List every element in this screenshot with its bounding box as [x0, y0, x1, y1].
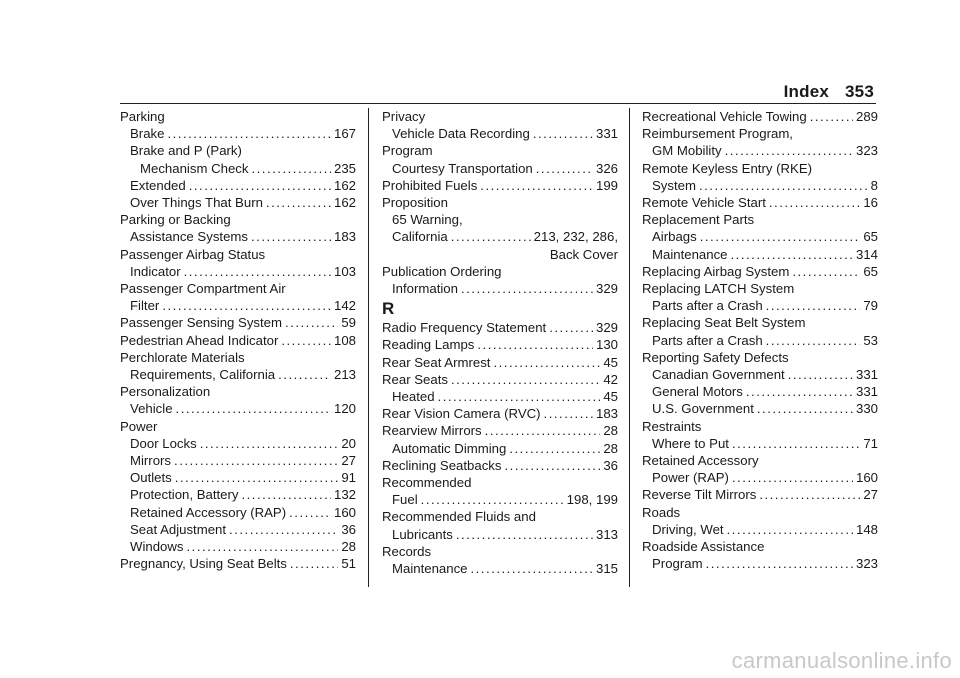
entry-term: Remote Vehicle Start: [642, 195, 766, 211]
entry-term: Power: [120, 418, 158, 434]
entry-term: Protection, Battery: [130, 487, 239, 503]
entry-term: Fuel: [392, 492, 418, 508]
index-entry: [642, 435, 878, 452]
index-entry: [120, 555, 356, 572]
entry-term: Reading Lamps: [382, 337, 475, 353]
dot-leader: [200, 435, 339, 452]
entry-term: Replacing LATCH System: [642, 281, 795, 297]
entry-term: Roads: [642, 504, 681, 520]
entry-term: Passenger Airbag Status: [120, 246, 266, 262]
entry-term: Door Locks: [130, 435, 197, 451]
dot-leader: [167, 125, 331, 142]
index-entry: [642, 452, 878, 469]
entry-term: Assistance Systems: [130, 229, 248, 245]
index-entry: [642, 469, 878, 486]
index-entry: [120, 435, 356, 452]
entry-term: Parts after a Crash: [652, 332, 763, 348]
entry-page: 142: [333, 298, 356, 314]
entry-term: Maintenance: [392, 561, 468, 577]
dot-leader: [162, 297, 331, 314]
entry-term: Requirements, California: [130, 367, 276, 383]
index-entry: [642, 263, 878, 280]
page-number: 353: [845, 82, 874, 101]
entry-page: 198, 199: [566, 492, 618, 508]
index-entry: [382, 457, 618, 474]
entry-term: Personalization: [120, 384, 211, 400]
entry-term: Maintenance: [652, 246, 728, 262]
dot-leader: [184, 263, 331, 280]
dot-leader: [289, 504, 331, 521]
column-divider: [368, 108, 369, 587]
entry-page: 53: [863, 332, 878, 348]
page-header: [784, 82, 874, 102]
dot-leader: [766, 297, 861, 314]
index-entry: [382, 246, 618, 263]
index-entry: [382, 422, 618, 439]
index-entry: [120, 108, 356, 125]
entry-term: Parking or Backing: [120, 212, 231, 228]
index-entry: [382, 474, 618, 491]
entry-page: 315: [595, 561, 618, 577]
dot-leader: [706, 555, 853, 572]
index-entry: [382, 319, 618, 336]
index-entry: [120, 160, 356, 177]
index-entry: [120, 332, 356, 349]
entry-term: Rear Seats: [382, 371, 448, 387]
dot-leader: [174, 452, 338, 469]
entry-page: 27: [863, 487, 878, 503]
index-entry: [382, 560, 618, 577]
entry-page: 199: [595, 177, 618, 193]
index-entry: [120, 314, 356, 331]
index-entry: [120, 263, 356, 280]
index-entry: [120, 486, 356, 503]
entry-term: Publication Ordering: [382, 263, 502, 279]
index-entry: [642, 555, 878, 572]
entry-page: 103: [333, 263, 356, 279]
index-entry: [642, 194, 878, 211]
dot-leader: [727, 521, 853, 538]
watermark: carmanualsonline.info: [731, 648, 952, 673]
entry-page: 130: [595, 337, 618, 353]
dot-leader: [477, 336, 593, 353]
index-entry: [642, 297, 878, 314]
entry-page: 329: [595, 281, 618, 297]
index-entry: [382, 228, 618, 245]
index-entry: [120, 177, 356, 194]
entry-page: 16: [863, 195, 878, 211]
entry-term: Canadian Government: [652, 367, 785, 383]
dot-leader: [189, 177, 331, 194]
entry-term: Perchlorate Materials: [120, 349, 245, 365]
entry-term: Where to Put: [652, 435, 729, 451]
index-entry: [382, 211, 618, 228]
entry-page: 28: [603, 423, 618, 439]
entry-term: 65 Warning,: [392, 212, 463, 228]
entry-term: Brake: [130, 126, 165, 142]
index-entry: [382, 336, 618, 353]
entry-page: 331: [855, 384, 878, 400]
entry-term: Radio Frequency Statement: [382, 320, 547, 336]
entry-term: Heated: [392, 389, 435, 405]
column-divider: [629, 108, 630, 587]
index-entry: [120, 280, 356, 297]
entry-page: 79: [863, 298, 878, 314]
index-entry: [382, 405, 618, 422]
index-entry: [642, 486, 878, 503]
index-entry: [120, 521, 356, 538]
section-letter: R: [382, 299, 395, 319]
entry-term: Windows: [130, 539, 184, 555]
entry-term: Retained Accessory: [642, 453, 759, 469]
entry-page: 162: [333, 177, 356, 193]
entry-term: Airbags: [652, 229, 697, 245]
index-entry: [382, 371, 618, 388]
dot-leader: [485, 422, 601, 439]
index-entry: [120, 246, 356, 263]
entry-term: GM Mobility: [652, 143, 722, 159]
dot-leader: [505, 457, 601, 474]
entry-page: 8: [870, 177, 878, 193]
dot-leader: [229, 521, 338, 538]
index-entry: [120, 504, 356, 521]
entry-term: Pedestrian Ahead Indicator: [120, 332, 279, 348]
entry-page: 45: [603, 354, 618, 370]
index-column-2: [382, 108, 618, 577]
index-entry: [642, 142, 878, 159]
dot-leader: [285, 314, 338, 331]
index-entry: [120, 452, 356, 469]
entry-term: Reporting Safety Defects: [642, 349, 789, 365]
entry-page: 42: [603, 371, 618, 387]
index-entry: [120, 366, 356, 383]
index-entry: [642, 125, 878, 142]
entry-term: Program: [382, 143, 433, 159]
dot-leader: [241, 486, 331, 503]
entry-term: Automatic Dimming: [392, 440, 507, 456]
index-entry: [642, 246, 878, 263]
index-entry: [382, 142, 618, 159]
index-entry: [642, 314, 878, 331]
dot-leader: [251, 228, 331, 245]
entry-term: Privacy: [382, 109, 426, 124]
dot-leader: [187, 538, 339, 555]
entry-page: 45: [603, 389, 618, 405]
entry-page: 162: [333, 195, 356, 211]
entry-page: 91: [341, 470, 356, 486]
entry-page: 108: [333, 332, 356, 348]
entry-page: 329: [595, 320, 618, 336]
index-entry: [642, 418, 878, 435]
dot-leader: [732, 469, 853, 486]
entry-term: Roadside Assistance: [642, 539, 765, 555]
entry-term: Lubricants: [392, 526, 453, 542]
index-entry: [382, 440, 618, 457]
entry-page: 36: [341, 521, 356, 537]
entry-page: 59: [341, 315, 356, 331]
index-entry: [382, 388, 618, 405]
dot-leader: [746, 383, 853, 400]
entry-term: Vehicle Data Recording: [392, 126, 530, 142]
entry-page: 132: [333, 487, 356, 503]
index-entry: [642, 521, 878, 538]
index-entry: [120, 538, 356, 555]
entry-term: Recommended Fluids and: [382, 509, 536, 525]
index-entry: [642, 177, 878, 194]
dot-leader: [290, 555, 338, 572]
index-column-1: [120, 108, 356, 572]
index-entry: [120, 418, 356, 435]
index-entry: [642, 108, 878, 125]
entry-term: Recreational Vehicle Towing: [642, 109, 807, 124]
entry-page: 331: [595, 126, 618, 142]
entry-term: Pregnancy, Using Seat Belts: [120, 556, 287, 572]
index-entry: [382, 108, 618, 125]
entry-term: U.S. Government: [652, 401, 754, 417]
index-entry: [382, 526, 618, 543]
dot-leader: [266, 194, 331, 211]
index-entry: [382, 263, 618, 280]
entry-term: Power (RAP): [652, 470, 729, 486]
dot-leader: [176, 400, 331, 417]
entry-term: Program: [652, 556, 703, 572]
dot-leader: [759, 486, 860, 503]
index-entry: [120, 125, 356, 142]
index-entry: [642, 349, 878, 366]
entry-page: 323: [855, 143, 878, 159]
dot-leader: [278, 366, 331, 383]
index-entry: [382, 125, 618, 142]
dot-leader: [766, 332, 861, 349]
index-entry: [382, 194, 618, 211]
dot-leader: [471, 560, 593, 577]
entry-page: 289: [855, 109, 878, 124]
index-entry: [382, 508, 618, 525]
index-entry: [642, 366, 878, 383]
dot-leader: [251, 160, 331, 177]
index-entry: [642, 538, 878, 555]
index-entry: [382, 543, 618, 560]
entry-page: 183: [333, 229, 356, 245]
entry-page: 51: [341, 556, 356, 572]
entry-term: California: [392, 229, 448, 245]
index-entry: [120, 194, 356, 211]
entry-term: Rear Seat Armrest: [382, 354, 491, 370]
index-entry: [642, 211, 878, 228]
entry-term: Information: [392, 281, 458, 297]
entry-term: Passenger Compartment Air: [120, 281, 286, 297]
dot-leader: [810, 108, 853, 125]
entry-term: Reverse Tilt Mirrors: [642, 487, 757, 503]
entry-page: 36: [603, 457, 618, 473]
entry-term: Parts after a Crash: [652, 298, 763, 314]
entry-page: 65: [863, 229, 878, 245]
dot-leader: [451, 371, 600, 388]
index-entry: [382, 177, 618, 194]
entry-page: Back Cover: [549, 246, 618, 262]
entry-term: Parking: [120, 109, 165, 124]
entry-page: 27: [341, 453, 356, 469]
header-rule: [120, 103, 876, 104]
dot-leader: [456, 526, 593, 543]
dot-leader: [732, 435, 860, 452]
entry-term: Mechanism Check: [140, 160, 249, 176]
entry-page: 235: [333, 160, 356, 176]
entry-page: 213: [333, 367, 356, 383]
entry-page: 314: [855, 246, 878, 262]
entry-page: 148: [855, 521, 878, 537]
entry-term: Rearview Mirrors: [382, 423, 482, 439]
dot-leader: [533, 125, 593, 142]
index-entry: [120, 349, 356, 366]
entry-page: 65: [863, 263, 878, 279]
dot-leader: [493, 354, 600, 371]
dot-leader: [700, 228, 861, 245]
index-entry: [642, 280, 878, 297]
dot-leader: [549, 319, 593, 336]
entry-page: 331: [855, 367, 878, 383]
index-entry: [642, 228, 878, 245]
dot-leader: [281, 332, 331, 349]
index-entry: [642, 400, 878, 417]
entry-term: Restraints: [642, 418, 702, 434]
entry-page: 20: [341, 435, 356, 451]
entry-page: 313: [595, 526, 618, 542]
index-entry: [642, 383, 878, 400]
index-entry: [120, 228, 356, 245]
entry-page: 28: [341, 539, 356, 555]
entry-term: Retained Accessory (RAP): [130, 504, 287, 520]
entry-term: Brake and P (Park): [130, 143, 242, 159]
dot-leader: [757, 400, 853, 417]
dot-leader: [509, 440, 600, 457]
entry-term: Rear Vision Camera (RVC): [382, 406, 541, 422]
dot-leader: [792, 263, 860, 280]
index-entry: [120, 383, 356, 400]
index-column-3: [642, 108, 878, 572]
index-entry: [642, 160, 878, 177]
entry-term: Replacing Seat Belt System: [642, 315, 806, 331]
entry-page: 323: [855, 556, 878, 572]
index-entry: [120, 142, 356, 159]
dot-leader: [544, 405, 593, 422]
entry-page: 120: [333, 401, 356, 417]
dot-leader: [769, 194, 860, 211]
dot-leader: [421, 491, 564, 508]
dot-leader: [175, 469, 339, 486]
dot-leader: [788, 366, 853, 383]
entry-page: 213, 232, 286,: [533, 229, 618, 245]
entry-term: Filter: [130, 298, 160, 314]
dot-leader: [725, 142, 853, 159]
entry-page: 160: [333, 504, 356, 520]
index-entry: [382, 280, 618, 297]
index-entry: [120, 469, 356, 486]
entry-term: Over Things That Burn: [130, 195, 263, 211]
entry-term: General Motors: [652, 384, 743, 400]
entry-term: Remote Keyless Entry (RKE): [642, 160, 813, 176]
index-entry: [382, 160, 618, 177]
entry-term: Proposition: [382, 195, 448, 211]
entry-term: Records: [382, 543, 432, 559]
index-entry: [120, 400, 356, 417]
entry-term: Indicator: [130, 263, 181, 279]
dot-leader: [480, 177, 593, 194]
index-entry: [120, 211, 356, 228]
entry-term: Driving, Wet: [652, 521, 724, 537]
entry-page: 160: [855, 470, 878, 486]
dot-leader: [699, 177, 868, 194]
entry-page: 71: [863, 435, 878, 451]
entry-term: Passenger Sensing System: [120, 315, 282, 331]
section-title: Index: [783, 82, 830, 101]
index-entry: [642, 332, 878, 349]
index-entry: [120, 297, 356, 314]
index-entry: [642, 504, 878, 521]
entry-term: Prohibited Fuels: [382, 177, 478, 193]
index-entry: [382, 354, 618, 371]
entry-term: System: [652, 177, 696, 193]
index-entry: [382, 491, 618, 508]
dot-leader: [731, 246, 853, 263]
entry-term: Mirrors: [130, 453, 172, 469]
entry-page: 28: [603, 440, 618, 456]
entry-term: Reimbursement Program,: [642, 126, 793, 142]
entry-page: 326: [595, 160, 618, 176]
entry-term: Outlets: [130, 470, 172, 486]
entry-term: Reclining Seatbacks: [382, 457, 502, 473]
entry-page: 167: [333, 126, 356, 142]
dot-leader: [461, 280, 593, 297]
entry-term: Extended: [130, 177, 186, 193]
dot-leader: [438, 388, 601, 405]
dot-leader: [451, 228, 531, 245]
entry-term: Seat Adjustment: [130, 521, 227, 537]
entry-term: Recommended: [382, 475, 472, 491]
dot-leader: [536, 160, 593, 177]
entry-page: 330: [855, 401, 878, 417]
entry-term: Vehicle: [130, 401, 173, 417]
entry-page: 183: [595, 406, 618, 422]
entry-term: Courtesy Transportation: [392, 160, 533, 176]
entry-term: Replacement Parts: [642, 212, 755, 228]
entry-term: Replacing Airbag System: [642, 263, 790, 279]
